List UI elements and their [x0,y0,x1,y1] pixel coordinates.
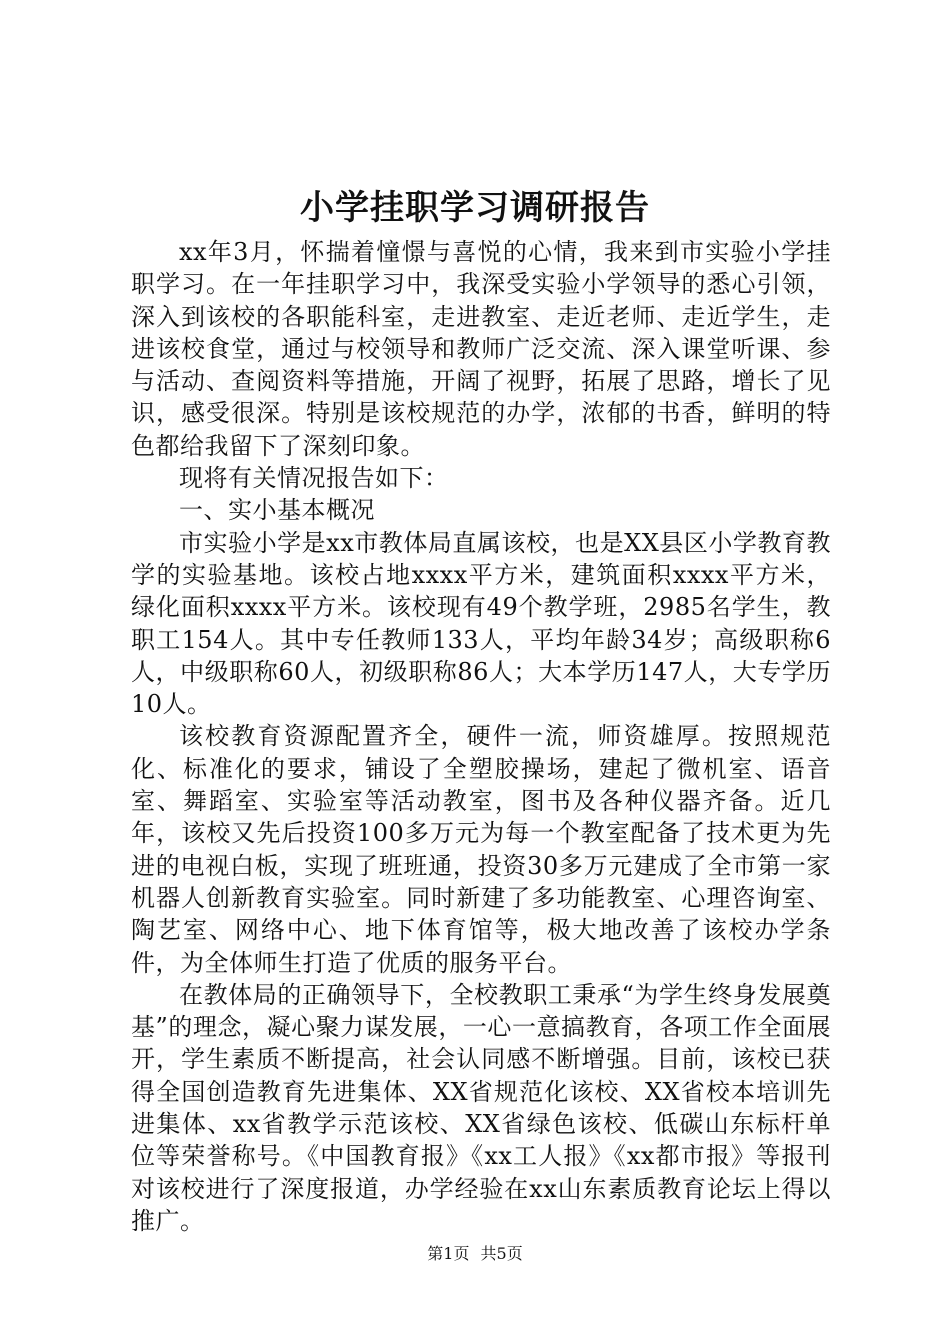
paragraph-achievements: 在教体局的正确领导下，全校教职工秉承“为学生终身发展奠基”的理念，凝心聚力谋发展，一心一意搞教育，各项工作全面展开，学生素质不断提高，社会认同感不断增强。目前，该校已获得全国创造教育先进集体、XX省规范化该校、XX省校本培训先进集体、xx省教学示范该校、XX省绿色该校、低碳山东标杆单位等荣誉称号。《中国教育报》《xx工人报》《xx都市报》等报刊对该校进行了深度报道，办学经验在xx山东素质教育论坛上得以推广。 [131,980,831,1235]
paragraph-overview: 市实验小学是xx市教体局直属该校，也是XX县区小学教育教学的实验基地。该校占地xxxx平方米，建筑面积xxxx平方米，绿化面积xxxx平方米。该校现有49个教学班，2985名学生，教职工154人。其中专任教师133人，平均年龄34岁；高级职称6人，中级职称60人，初级职称86人；大本学历147人，大专学历10人。 [131,528,831,719]
section-heading: 一、实小基本概况 [179,496,375,525]
paragraph-intro: xx年3月，怀揣着憧憬与喜悦的心情，我来到市实验小学挂职学习。在一年挂职学习中，我深受实验小学领导的悉心引领，深入到该校的各职能科室，走进教室、走近老师、走近学生，走进该校食堂，通过与校领导和教师广泛交流、深入课堂听课、参与活动、查阅资料等措施，开阔了视野，拓展了思路，增长了见识，感受很深。特别是该校规范的办学，浓郁的书香，鲜明的特色都给我留下了深刻印象。 [131,238,831,460]
document-body [131,236,831,1237]
page-footer: 第1页 共5页 [427,1244,523,1263]
page-title: 小学挂职学习调研报告 [300,188,650,228]
paragraph-report-lead: 现将有关情况报告如下： [179,464,449,493]
paragraph-resources: 该校教育资源配置齐全，硬件一流，师资雄厚。按照规范化、标准化的要求，铺设了全塑胶操场，建起了微机室、语音室、舞蹈室、实验室等活动教室，图书及各种仪器齐备。近几年，该校又先后投资100多万元为每一个教室配备了技术更为先进的电视白板，实现了班班通，投资30多万元建成了全市第一家机器人创新教育实验室。同时新建了多功能教室、心理咨询室、陶艺室、网络中心、地下体育馆等，极大地改善了该校办学条件，为全体师生打造了优质的服务平台。 [131,722,831,977]
